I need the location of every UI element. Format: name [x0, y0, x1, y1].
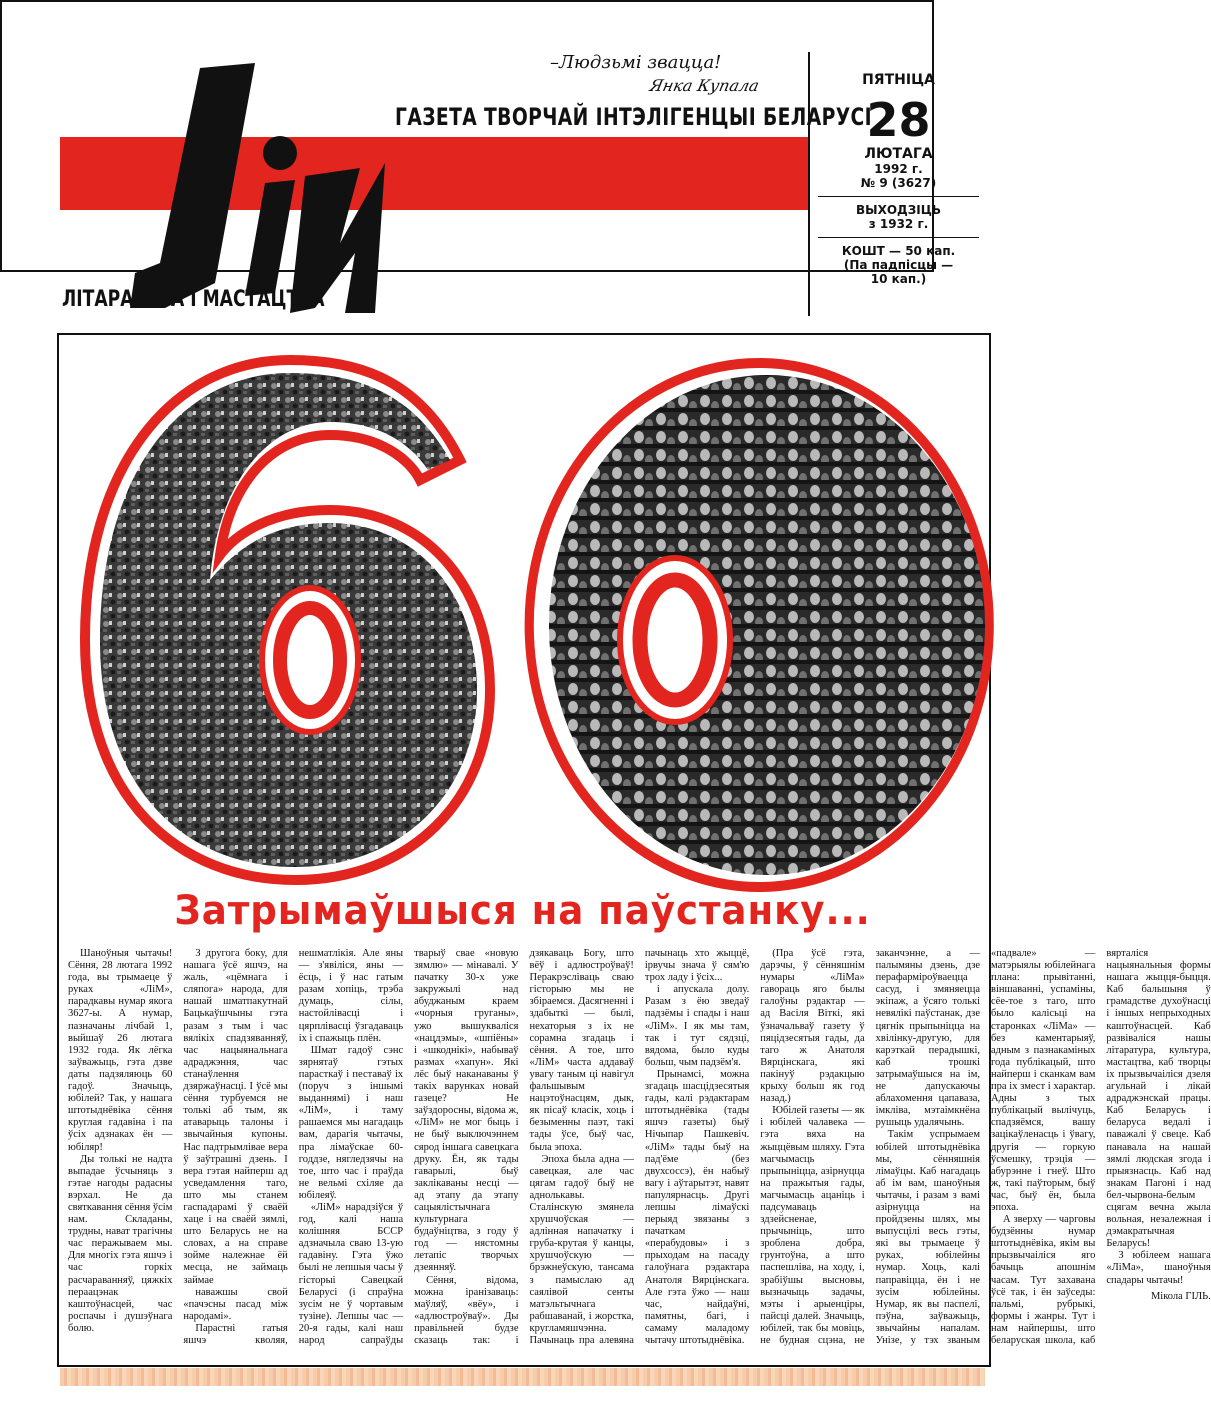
published-since-year: з 1932 г. [868, 217, 929, 231]
logo-letter-l [130, 63, 255, 308]
article-paragraph: З юбілеем нашага «ЛіМа», шаноўныя спадары чытачы! [1106, 1250, 1211, 1286]
article-paragraph: Сёння, відома, можна іранізаваць: маўляў, «вёу», і «адлюстроўваў». Ды правільней будзе сказаць так: і дзякаваць Богу, што вёў і адлюстроўваў! Перакрэсліваць сваю гісторыю мы не збіраемся. Дасягненні і здабыткі — былі, нехаторыя з іх не сорамна згадаць і сёння. А тое, што «ЛіМ» часта аддаваў увагу таным ці навігул фальшывым нацэтоўнасцям, дык, як пісаў класік, хоць і безыменны паэт, такі тады ўсе, быў час, была эпоха. [414, 948, 634, 1346]
divider [818, 237, 979, 238]
digit-six [85, 360, 490, 880]
article-paragraph: Юбілей газеты — як і юбілей чалавека — гэта вяха на жыццёвым шляху. Гэта магчымасць прыпыніцца, азірнуцца на пражытыя гады, магчымасць ацаніць і падсумаваць здзейсненае, прычыніць, што зроблена добра, грунтоўна, а што паспешліва, на ходу, і, зрабіўшы высновы, вызначыць задачы, мэты і арыенціры, пайсці далей. Значыць, юбілей, так бы мовіць, не будная сцэна, не заканчэнне, а — палымяны дзень, дзе перафарміроўваецца сасуд, і змяняецца экіпаж, а ўсяго толькі невялікі паўстанак, дзе цягнік прыпыніцца на хвілінку-другую, для карэткай перадышкі, каб трошкі затрымаўшыся на ім, не дапускаючы аблахомення цапаваза, імкліва, мэтаімкнёна рушыць удалячынь. [760, 948, 980, 1346]
issue-day: 28 [866, 93, 931, 147]
article-paragraph: Шмат гадоў сэнс зярнятаў гэтых парасткаў і пеставаў іх (поруч з іншымі выданнямі) і наш «ЛіМ», і таму рашаемся мы нагадаць вам, дарагія чытачы, пра лімаўскае 60-годдзе, нягледзячы на тое, што час і праўда не вельмі схіляе да юбілеяў. [298, 1044, 404, 1201]
digit-zero [529, 363, 989, 887]
article-paragraph: Парастні гатыя яшчэ кволяя, нешматлікія. Але яны — з'явіліся, яны — ёсць, і ў нас гатым разам хопіць, трэба думаць, сілы, настойлівасці і цярплівасці ўзгадаваць іх і спажыць плён. [183, 948, 404, 1346]
article-author: Мікола ГІЛЬ. [1150, 1290, 1211, 1302]
zero-photo-fill [549, 375, 985, 875]
issue-info-box [808, 52, 987, 316]
logo-letter-i [245, 180, 295, 296]
issue-number: № 9 (3627) [860, 176, 937, 190]
article-body [68, 948, 1211, 1358]
masthead-tagline: ГАЗЕТА ТВОРЧАЙ ІНТЭЛІГЕНЦЫІ БЕЛАРУСІ [395, 103, 873, 131]
masthead-subtitle: ЛІТАРАТУРА І МАСТАЦТВА [62, 287, 325, 312]
article-paragraph: наважшы свой «пачэсны пасад між народамі». [183, 1286, 288, 1322]
article-paragraph: З другога боку, для нашага ўсё яшчэ, на жаль, «цёмнага і сляпога» народа, для нашай шматпакутнай Бацькаўшчыны гэта разам з тым і час вялікіх спадзяванняў, час нацыянальнага адраджэння, час станаўлення дзяржаўнасці. І ўсё мы сёння турбуемся не толькі аб тым, як атаварыць талоны і звычайныя купоны. Нас падтрымлівае вера ў заўтрашні дзень. І вера гэтая найперш ад усведамлення таго, што мы станем гаспадарамі ў сваёй хаце і на сваёй зямлі, што Беларусь не на словах, а на справе зойме належнае ёй месца, не займаць займае [183, 948, 288, 1286]
issue-price: КОШТ — 50 кап. [841, 244, 956, 258]
issue-weekday: ПЯТНІЦА [862, 72, 935, 88]
article-paragraph: Такім успрымаем юбілей штотыднёвіка мы, сённяшнія лімаўцы. Каб нагадаць аб ім вам, шаноўныя чытачы, і разам з вамі азірнуцца на пройдзены шлях, мы выпусцілі весь гэты, які вы трымаеце ў руках, юбілейны нумар. Хоць, калі паправіцца, ён і не зусім юбілейны. Нумар, як вы паспелі, пэўна, заўважыць, звычайны напалам. Унізе, у тэх званым «падвале» — матэрыялы юбілейнага плана: прывітанні, віншаванні, успаміны, сёе-тое з таго, што было калісьці на старонках «ЛіМа» — без каментарыяў, адным з пазнакаміных года публікацый, што найперш і сканкам вам пра іх змест і характар. Адны з тых публікацый вылічуць, спадзяёмся, вашу зацікаўленасць і ўвагу, другія — горкую ўсмешку, трэція — абурэнне і гнеў. Што ж, такі паўторым, быў час, быў ён, была эпоха. [875, 948, 1096, 1346]
anniversary-60-collage [60, 340, 985, 895]
article-paragraph: (Пра ўсё гэта, дарэчы, ў сённяшнім нумары «ЛіМа» гавораць яго былы галоўны рэдактар — ад Васіля Віткі, які ўзначальваў газету ў пяцідзесятыя гады, да таго ж Анатоля Вярцінскага, які пакінуў рэдакцыю крыху больш як год назад.) [760, 948, 865, 1105]
kupala-signature: Янка Купала [647, 76, 761, 95]
article-paragraph: і апускала долу. Разам з ёю зведаў падзёмы і спады і наш «ЛіМ». І як мы там, так і тут сядзці, вядома, было куды больш, чым падзём'я. [644, 984, 750, 1068]
article-paragraph: Шаноўныя чытачы! Сёння, 28 лютага 1992 года, вы трымаеце ў руках «ЛіМ», парадкавы нумар якога 3627-ы. А нумар, пазначаны лічбай 1, выйшаў 26 лютага 1932 года. Як лёгка заўважыць, гэта дзве даты падзяляюць 60 гадоў. Значыць, юбілей? Так, у нашага штотыднёвіка сёння круглая гадавіна і па ўсіх адзнаках ён — юбіляр! [68, 948, 173, 1153]
subscription-price-line-1: (Па падпісцы — [843, 258, 954, 272]
divider [818, 196, 979, 197]
article-paragraph: Эпоха была адна — савецкая, але час цягам гадоў быў не аднолькавы. Сталінскую змянела хрушчоўская — адлінная напачатку і груба-крутая ў канцы, хрушчоўскую — брэжнеўскую, тансама з памыслаю ад саялівой сенты матэльтычнага рабшаванай, і жорстка, кругламяшчэнна. Пачынаць пра алевяна пачынаць хто жыццё, ірвучы знача ў сям'ю трох ладу і ўсіх... [529, 948, 750, 1346]
subscription-price-line-2: 10 кап.) [870, 272, 927, 286]
article-paragraph: Прынамсі, можна згадаць шасцідзесятыя гады, калі рэдактарам штотыднёвіка (тады яшчэ газеты) быў Нічыпар Пашкевіч. «ЛіМ» тады быў на пад'ёме (без двухсоссэ), ён набыў вагу і аўтарытэт, навят папулярнасць. Другі лепшы лімаўскі перыяд звязаны з пачаткам «перабудовы» і з прыходам на пасаду галоўнага рэдактара Анатоля Вярцінскага. Але гэта ўжо — наш час, найдаўні, памятны, багі, і самаму маладому чытачу штотыднёвіка. [644, 1068, 750, 1346]
logo-dot [263, 136, 297, 170]
article-paragraph: А зверху — чарговы будзённы нумар штотыднёвіка, якім вы прызвычаіліся яго бачыць апошнім часам. Тут захавана ўсё так, і ён заўседы: пальмі, рубрыкі, формы і жанры. Тут і нам найпершы, што беларуская школа, каб вярталіся нацыянальныя формы нашага жыцця-быцця. Каб бальшыня ў грамадстве духоўнасці і іншых непрыходных каштоўнасцей. Каб развіваліся нашы літаратура, культура, мастацтва, каб творцы іх прызвычаіліся дзеля агульнай і лікай адраджэнскай працы. Каб Беларусь і беларуса ведалі і паважалі ў свеце. Каб панавала на нашай зямлі людская згода і прыязнасць. Каб над знакам Пагоні і над бел-чырвона-белым сцягам вечна жыла вольная, незалежная і дэмакратычная Беларусь! [991, 948, 1211, 1346]
published-since-label: ВЫХОДЗІЦЬ [856, 203, 941, 217]
issue-year: 1992 г. [874, 162, 923, 176]
issue-month: ЛЮТАГА [864, 146, 933, 162]
article-paragraph: Ды толькі не надта выпадае ўсчыняць з гэтае нагоды радасны вэрхал. Не да святкавання сёння ўсім нам. Складаны, трудны, нават трагічны час перажываем мы. Для многіх гэта яшчэ і час горкіх расчараванняў, цяжкіх пераацэнак каштоўнасцей, час роспачы і душэўнага болю. [68, 1153, 173, 1334]
bottom-decorative-strip [60, 1368, 985, 1386]
headline: Затрымаўшыся на паўстанку... [174, 888, 871, 934]
epigraph: –Людзьмі звацца! [550, 52, 722, 73]
article-paragraph: «ЛіМ» нарадзіўся ў год, калі наша колішняя БССР адзначыла сваю 13-ую гадавіну. Гэта ўжо былі не лепшыя часы ў гісторыі Савецкай Беларусі (і спраўна зусім не ў чортавым тузіне). Лепшы час — 20-я гады, калі наш народ сапраўды тварыў свае «новую зямлю» — мінавалі. У пачатку 30-х уже закружылі над абуджаным краем «чорныя груганы», ужо вышукваліся «нацдэмы», «шпіёны» і «шкоднікі», набываў размах «хапун». Які лёс быў наканаваны ў такіх варунках новай газеце? Не заўздоросны, відома ж, «ЛіМ» не мог быць і не быў выключэннем сярод іншага савецкага друку. Ён, як тады гаварылі, быў заклікаваны несці — ад этапу да этапу сацыялістычнага культурнага будаўніцтва, з году ў год — нястомны летапіс творчых дзеянняў. [298, 948, 519, 1346]
